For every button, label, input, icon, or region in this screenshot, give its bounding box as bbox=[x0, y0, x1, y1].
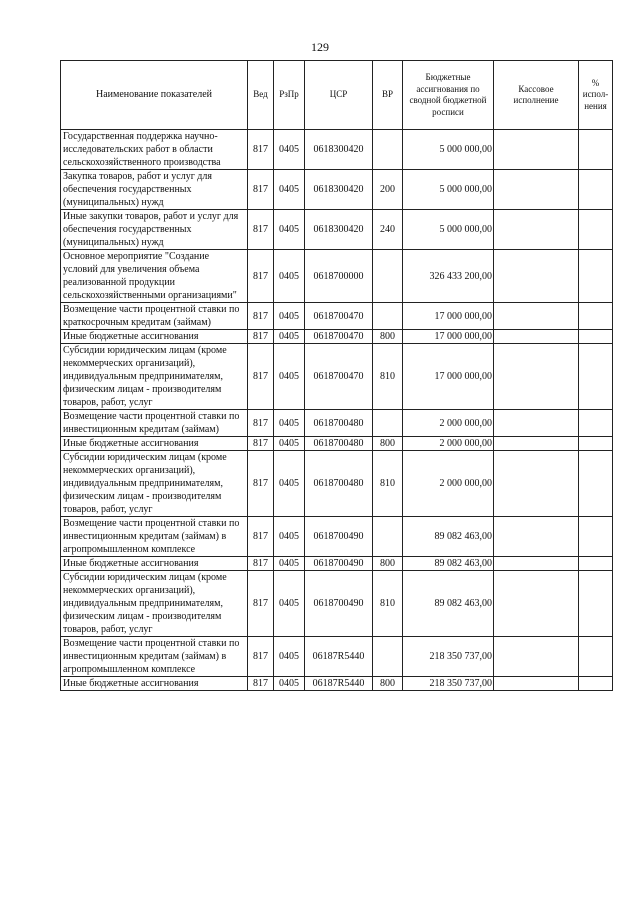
cell-name: Возмещение части процентной ставки по инвестиционным кредитам (займам) в агропромышленном комплексе bbox=[61, 517, 248, 557]
header-budget: Бюджетные ассигнования по сводной бюджетной росписи bbox=[403, 61, 494, 130]
cell-ved: 817 bbox=[248, 451, 274, 517]
cell-csr: 06187R5440 bbox=[305, 677, 373, 691]
table-row bbox=[61, 637, 613, 677]
cell-csr: 0618700470 bbox=[305, 344, 373, 410]
cell-name: Возмещение части процентной ставки по инвестиционным кредитам (займам) bbox=[61, 410, 248, 437]
cell-name: Закупка товаров, работ и услуг для обеспечения государственных (муниципальных) нужд bbox=[61, 170, 248, 210]
cell-pct bbox=[579, 303, 613, 330]
header-ved: Вед bbox=[248, 61, 274, 130]
cell-ved: 817 bbox=[248, 330, 274, 344]
cell-vr bbox=[373, 637, 403, 677]
cell-amount: 89 082 463,00 bbox=[403, 557, 494, 571]
cell-vr: 800 bbox=[373, 557, 403, 571]
cell-vr: 800 bbox=[373, 437, 403, 451]
cell-csr: 0618700470 bbox=[305, 303, 373, 330]
cell-pct bbox=[579, 344, 613, 410]
cell-csr: 0618700470 bbox=[305, 330, 373, 344]
cell-pct bbox=[579, 517, 613, 557]
cell-pct bbox=[579, 170, 613, 210]
cell-vr: 240 bbox=[373, 210, 403, 250]
cell-cash bbox=[494, 571, 579, 637]
cell-cash bbox=[494, 170, 579, 210]
cell-name: Субсидии юридическим лицам (кроме некоммерческих организаций), индивидуальным предпринимателям, физическим лицам - производителям товаров, работ, услуг bbox=[61, 451, 248, 517]
table-body bbox=[61, 130, 613, 691]
cell-name: Государственная поддержка научно-исследовательских работ в области сельскохозяйственного производства bbox=[61, 130, 248, 170]
cell-amount: 17 000 000,00 bbox=[403, 330, 494, 344]
cell-ved: 817 bbox=[248, 250, 274, 303]
cell-csr: 0618700490 bbox=[305, 571, 373, 637]
cell-vr: 810 bbox=[373, 571, 403, 637]
cell-amount: 2 000 000,00 bbox=[403, 451, 494, 517]
cell-vr bbox=[373, 303, 403, 330]
table-row bbox=[61, 557, 613, 571]
cell-name: Иные бюджетные ассигнования bbox=[61, 677, 248, 691]
cell-rzpr: 0405 bbox=[274, 437, 305, 451]
cell-vr: 810 bbox=[373, 451, 403, 517]
cell-cash bbox=[494, 451, 579, 517]
cell-amount: 326 433 200,00 bbox=[403, 250, 494, 303]
cell-vr bbox=[373, 250, 403, 303]
cell-cash bbox=[494, 344, 579, 410]
table-row bbox=[61, 130, 613, 170]
cell-rzpr: 0405 bbox=[274, 557, 305, 571]
page-number: 129 bbox=[311, 40, 329, 54]
cell-amount: 218 350 737,00 bbox=[403, 677, 494, 691]
cell-amount: 5 000 000,00 bbox=[403, 210, 494, 250]
cell-cash bbox=[494, 130, 579, 170]
cell-csr: 0618700490 bbox=[305, 557, 373, 571]
header-pct: % испол-нения bbox=[579, 61, 613, 130]
cell-rzpr: 0405 bbox=[274, 330, 305, 344]
cell-pct bbox=[579, 130, 613, 170]
cell-cash bbox=[494, 410, 579, 437]
cell-cash bbox=[494, 677, 579, 691]
cell-vr: 800 bbox=[373, 330, 403, 344]
cell-ved: 817 bbox=[248, 517, 274, 557]
cell-vr bbox=[373, 130, 403, 170]
cell-ved: 817 bbox=[248, 210, 274, 250]
cell-rzpr: 0405 bbox=[274, 130, 305, 170]
cell-vr bbox=[373, 410, 403, 437]
cell-rzpr: 0405 bbox=[274, 571, 305, 637]
header-vr: ВР bbox=[373, 61, 403, 130]
cell-vr: 200 bbox=[373, 170, 403, 210]
header-name: Наименование показателей bbox=[61, 61, 248, 130]
cell-pct bbox=[579, 637, 613, 677]
cell-pct bbox=[579, 451, 613, 517]
table-row bbox=[61, 677, 613, 691]
cell-amount: 5 000 000,00 bbox=[403, 130, 494, 170]
cell-pct bbox=[579, 437, 613, 451]
cell-rzpr: 0405 bbox=[274, 210, 305, 250]
cell-cash bbox=[494, 250, 579, 303]
cell-name: Субсидии юридическим лицам (кроме некоммерческих организаций), индивидуальным предпринимателям, физическим лицам - производителям товаров, работ, услуг bbox=[61, 344, 248, 410]
cell-cash bbox=[494, 303, 579, 330]
cell-ved: 817 bbox=[248, 303, 274, 330]
table-row bbox=[61, 410, 613, 437]
cell-rzpr: 0405 bbox=[274, 677, 305, 691]
cell-rzpr: 0405 bbox=[274, 250, 305, 303]
cell-csr: 0618300420 bbox=[305, 170, 373, 210]
cell-name: Иные бюджетные ассигнования bbox=[61, 437, 248, 451]
cell-cash bbox=[494, 330, 579, 344]
cell-pct bbox=[579, 410, 613, 437]
cell-name: Возмещение части процентной ставки по краткосрочным кредитам (займам) bbox=[61, 303, 248, 330]
cell-ved: 817 bbox=[248, 437, 274, 451]
cell-amount: 2 000 000,00 bbox=[403, 437, 494, 451]
cell-csr: 06187R5440 bbox=[305, 637, 373, 677]
cell-amount: 5 000 000,00 bbox=[403, 170, 494, 210]
cell-rzpr: 0405 bbox=[274, 303, 305, 330]
cell-cash bbox=[494, 557, 579, 571]
cell-name: Иные закупки товаров, работ и услуг для обеспечения государственных (муниципальных) нужд bbox=[61, 210, 248, 250]
cell-name: Иные бюджетные ассигнования bbox=[61, 330, 248, 344]
cell-ved: 817 bbox=[248, 344, 274, 410]
cell-csr: 0618700000 bbox=[305, 250, 373, 303]
budget-table bbox=[60, 60, 613, 691]
cell-ved: 817 bbox=[248, 677, 274, 691]
cell-vr bbox=[373, 517, 403, 557]
cell-csr: 0618300420 bbox=[305, 210, 373, 250]
table-row bbox=[61, 437, 613, 451]
table-header bbox=[61, 61, 613, 130]
header-csr: ЦСР bbox=[305, 61, 373, 130]
cell-pct bbox=[579, 210, 613, 250]
cell-amount: 89 082 463,00 bbox=[403, 517, 494, 557]
table-row bbox=[61, 517, 613, 557]
cell-pct bbox=[579, 677, 613, 691]
cell-pct bbox=[579, 571, 613, 637]
table-row bbox=[61, 344, 613, 410]
cell-ved: 817 bbox=[248, 170, 274, 210]
cell-name: Субсидии юридическим лицам (кроме некоммерческих организаций), индивидуальным предпринимателям, физическим лицам - производителям товаров, работ, услуг bbox=[61, 571, 248, 637]
cell-csr: 0618300420 bbox=[305, 130, 373, 170]
cell-ved: 817 bbox=[248, 557, 274, 571]
cell-ved: 817 bbox=[248, 637, 274, 677]
header-rzpr: РзПр bbox=[274, 61, 305, 130]
cell-cash bbox=[494, 517, 579, 557]
cell-pct bbox=[579, 330, 613, 344]
table-row bbox=[61, 571, 613, 637]
cell-csr: 0618700480 bbox=[305, 437, 373, 451]
table-row bbox=[61, 210, 613, 250]
cell-ved: 817 bbox=[248, 130, 274, 170]
header-row bbox=[61, 61, 613, 130]
header-cash: Кассовое исполнение bbox=[494, 61, 579, 130]
cell-name: Возмещение части процентной ставки по инвестиционным кредитам (займам) в агропромышленном комплексе bbox=[61, 637, 248, 677]
cell-vr: 800 bbox=[373, 677, 403, 691]
cell-rzpr: 0405 bbox=[274, 410, 305, 437]
cell-csr: 0618700480 bbox=[305, 451, 373, 517]
cell-pct bbox=[579, 250, 613, 303]
cell-amount: 17 000 000,00 bbox=[403, 303, 494, 330]
cell-rzpr: 0405 bbox=[274, 451, 305, 517]
cell-rzpr: 0405 bbox=[274, 517, 305, 557]
cell-amount: 2 000 000,00 bbox=[403, 410, 494, 437]
table-row bbox=[61, 303, 613, 330]
table-row bbox=[61, 170, 613, 210]
table-row bbox=[61, 330, 613, 344]
cell-name: Иные бюджетные ассигнования bbox=[61, 557, 248, 571]
cell-cash bbox=[494, 210, 579, 250]
cell-amount: 218 350 737,00 bbox=[403, 637, 494, 677]
cell-name: Основное мероприятие "Создание условий для увеличения объема реализованной продукции сельскохозяйственными организациями" bbox=[61, 250, 248, 303]
cell-ved: 817 bbox=[248, 571, 274, 637]
cell-ved: 817 bbox=[248, 410, 274, 437]
cell-cash bbox=[494, 437, 579, 451]
cell-cash bbox=[494, 637, 579, 677]
cell-vr: 810 bbox=[373, 344, 403, 410]
cell-amount: 17 000 000,00 bbox=[403, 344, 494, 410]
table-row bbox=[61, 250, 613, 303]
cell-csr: 0618700480 bbox=[305, 410, 373, 437]
cell-csr: 0618700490 bbox=[305, 517, 373, 557]
cell-amount: 89 082 463,00 bbox=[403, 571, 494, 637]
cell-rzpr: 0405 bbox=[274, 344, 305, 410]
cell-rzpr: 0405 bbox=[274, 637, 305, 677]
table-row bbox=[61, 451, 613, 517]
cell-pct bbox=[579, 557, 613, 571]
cell-rzpr: 0405 bbox=[274, 170, 305, 210]
